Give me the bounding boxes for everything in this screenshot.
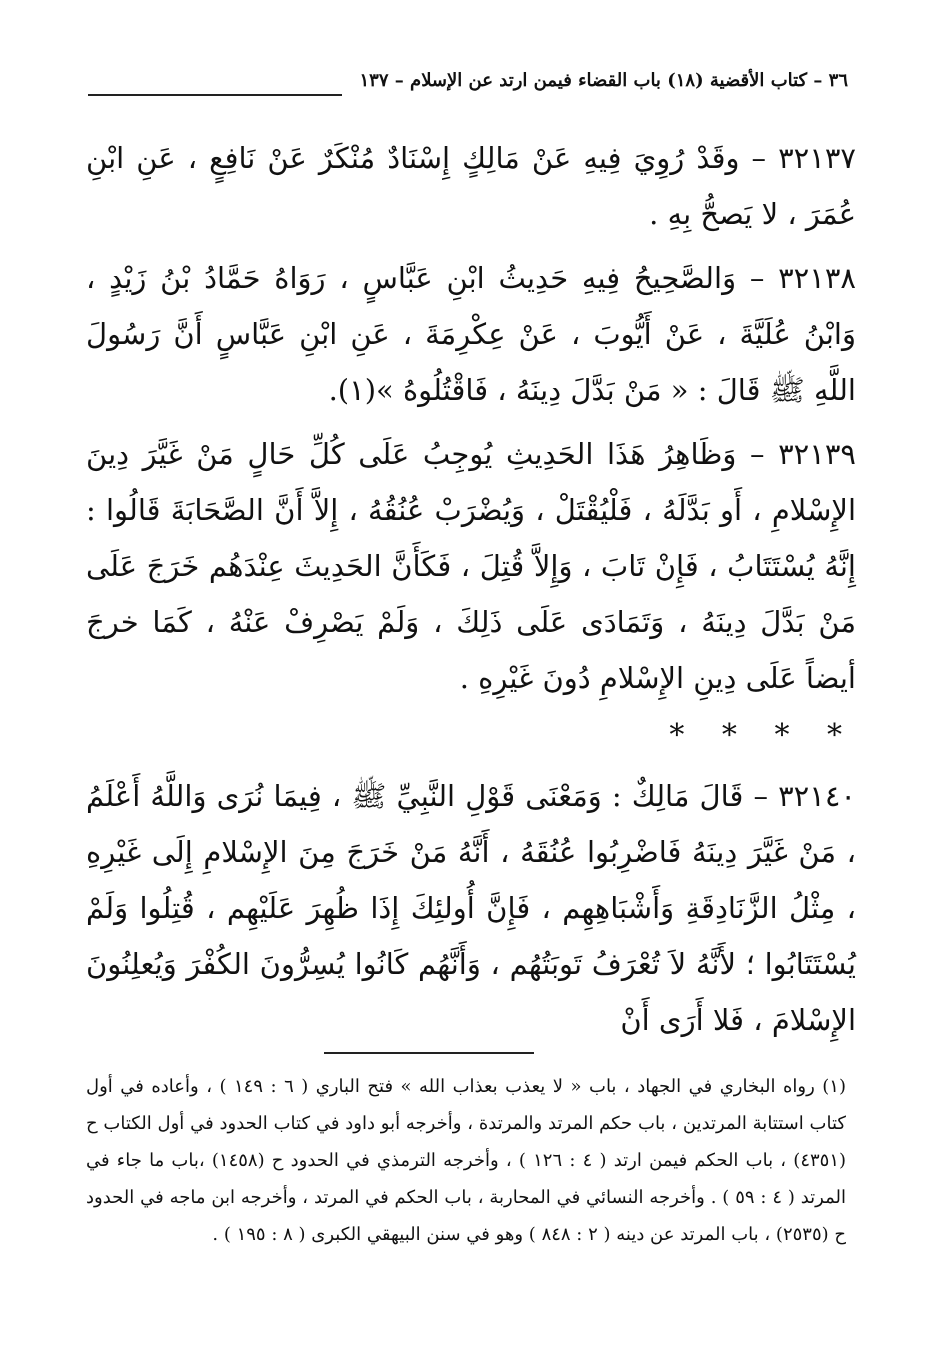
footnotes — [86, 1068, 846, 1253]
paragraph-32138: ٣٢١٣٨ – وَالصَّحِيحُ فِيهِ حَدِيثُ ابْنِ عَبَّاسٍ ، رَوَاهُ حَمَّادُ بْنُ زَيْدٍ ، وَابْنُ عُلَيَّةَ ، عَنْ أَيُّوبَ ، عَنْ عِكْرِمَةَ ، عَنِ ابْنِ عَبَّاسٍ أَنَّ رَسُولَ اللَّهِ ﷺ قَالَ : « مَنْ بَدَّلَ دِينَهُ ، فَاقْتُلُوهُ »(١). — [86, 261, 856, 407]
paragraph-32137: ٣٢١٣٧ – وقَدْ رُوِيَ فِيهِ عَنْ مَالِكٍ إِسْنَادٌ مُنْكَرٌ عَنْ نَافِعٍ ، عَنِ ابْنِ عُمَرَ ، لا يَصحُّ بِهِ . — [86, 141, 856, 231]
main-text — [86, 130, 856, 1056]
section-separator: * * * * — [669, 718, 856, 753]
running-head — [88, 60, 848, 100]
footnote-1: (١) رواه البخاري في الجهاد ، باب « لا يعذب بعذاب الله » فتح الباري ( ٦ : ١٤٩ ) ، وأعاده في أول كتاب استتابة المرتدين ، باب حكم المرتد والمرتدة ، وأخرجه أبو داود في كتاب الحدود في أول الكتاب ح (٤٣٥١) ، باب الحكم فيمن ارتد ( ٤ : ١٢٦ ) ، وأخرجه الترمذي في الحدود ح (١٤٥٨) ،باب ما جاء في المرتد ( ٤ : ٥٩ ) . وأخرجه النسائي في المحاربة ، باب الحكم في المرتد ، وأخرجه ابن ماجه في الحدود ح (٢٥٣٥) ، باب المرتد عن دينه ( ٢ : ٨٤٨ ) وهو في سنن البيهقي الكبرى ( ٨ : ١٩٥ ) . — [86, 1076, 847, 1245]
running-head-title: ٣٦ – كتاب الأقضية (١٨) باب القضاء فيمن ارتد عن الإسلام – ١٣٧ — [359, 69, 848, 91]
footnote-divider — [324, 1052, 534, 1054]
paragraph-32140: ٣٢١٤٠ – قَالَ مَالِكٌ : وَمَعْنَى قَوْلِ النَّبِيِّ ﷺ ، فِيمَا نُرَى وَاللَّهُ أَعْلَمُ ، مَنْ غَيَّرَ دِينَهُ فَاضْرِبُوا عُنُقَهُ ، أَنَّهُ مَنْ خَرَجَ مِنَ الإِسْلامِ إِلَى غَيْرِهِ ، مِثْلُ الزَّنَادِقَةِ وَأَشْبَاهِهِم ، فَإِنَّ أُولئِكَ إِذَا ظُهِرَ عَلَيْهِم ، قُتِلُوا وَلَمْ يُسْتَتَابُوا ؛ لأَنَّهُ لاَ تُعْرَفُ تَوبَتُهُم ، وَأَنَّهُم كَانُوا يُسِرُّونَ الكُفْرَ وَيُعلِنُونَ الإِسْلامَ ، فَلا أَرَى أَنْ — [86, 779, 856, 1037]
running-head-rule — [88, 94, 342, 96]
paragraph-32139: ٣٢١٣٩ – وَظَاهِرُ هَذَا الحَدِيثِ يُوجِبُ عَلَى كُلِّ حَالٍ مَنْ غَيَّرَ دِينَ الإِسْلامِ ، أَو بَدَّلَهُ ، فَلْيُقْتَلْ ، وَيُضْرَبْ عُنُقُهُ ، إِلاَّ أَنَّ الصَّحَابَةَ قَالُوا : إِنَّهُ يُسْتَتَابُ ، فَإِنْ تَابَ ، وَإِلاَّ قُتِلَ ، فَكَأَنَّ الحَدِيثَ عِنْدَهُم خَرَجَ عَلَى مَنْ بَدَّلَ دِينَهُ ، وَتَمَادَى عَلَى ذَلِكَ ، وَلَمْ يَصْرِفْ عَنْهُ ، كَمَا خرجَ أيضاً عَلَى دِينِ الإِسْلامِ دُونَ غَيْرِهِ . — [86, 437, 856, 695]
